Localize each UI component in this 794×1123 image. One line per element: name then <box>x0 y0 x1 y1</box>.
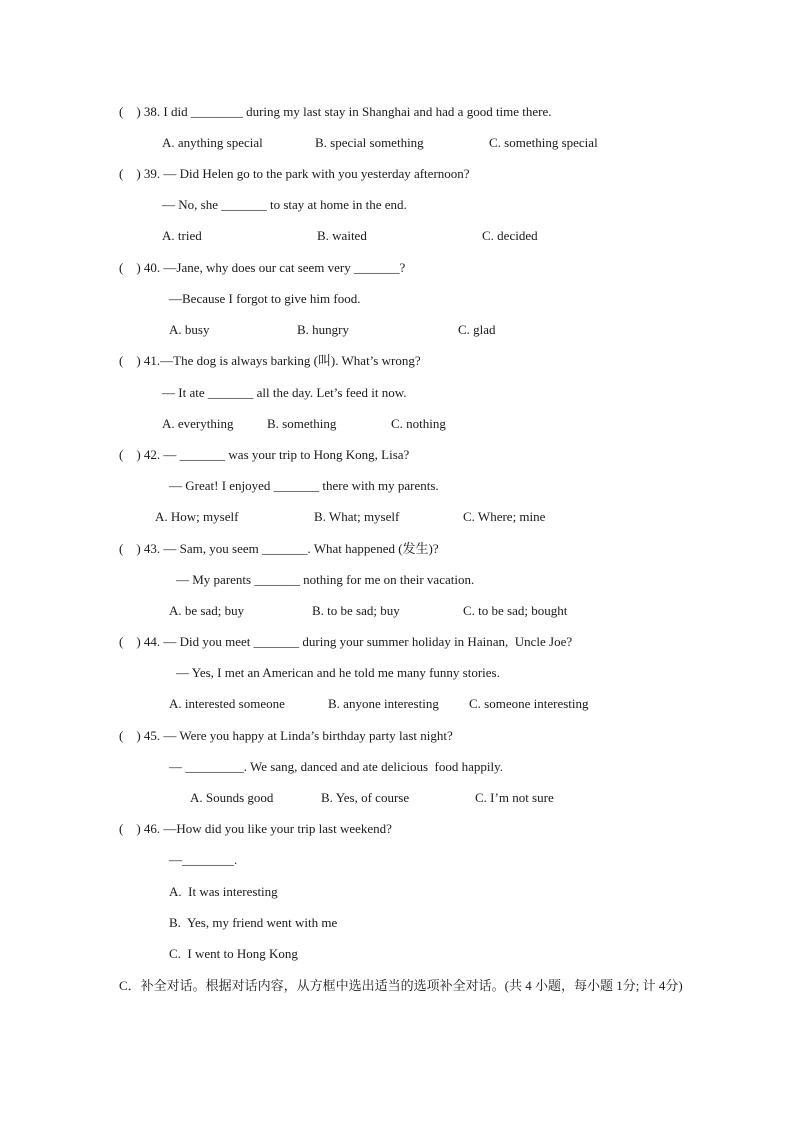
question-41-reply: — It ate _______ all the day. Let’s feed it now. <box>162 385 407 400</box>
question-43-option-c[interactable]: C. to be sad; bought <box>463 603 568 618</box>
question-42-reply: — Great! I enjoyed _______ there with my parents. <box>169 478 439 493</box>
question-41-stem: ( ) 41.—The dog is always barking (叫). What’s wrong? <box>119 353 421 368</box>
question-45-stem: ( ) 45. — Were you happy at Linda’s birthday party last night? <box>119 728 453 743</box>
question-46-option-a[interactable]: A. It was interesting <box>169 884 278 899</box>
question-38-option-b[interactable]: B. special something <box>315 135 424 150</box>
question-39-reply: — No, she _______ to stay at home in the end. <box>162 197 407 212</box>
question-43-stem: ( ) 43. — Sam, you seem _______. What happened (发生)? <box>119 541 439 556</box>
question-46-stem: ( ) 46. —How did you like your trip last weekend? <box>119 821 392 836</box>
question-42-option-c[interactable]: C. Where; mine <box>463 509 546 524</box>
question-41-option-a[interactable]: A. everything <box>162 416 234 431</box>
question-44-option-b[interactable]: B. anyone interesting <box>328 696 439 711</box>
question-43-reply: — My parents _______ nothing for me on their vacation. <box>176 572 475 587</box>
question-40-option-b[interactable]: B. hungry <box>297 322 349 337</box>
question-39-stem: ( ) 39. — Did Helen go to the park with you yesterday afternoon? <box>119 166 470 181</box>
question-39-option-c[interactable]: C. decided <box>482 228 538 243</box>
question-38-option-a[interactable]: A. anything special <box>162 135 263 150</box>
question-46-reply: —________. <box>169 852 238 867</box>
question-46-option-c[interactable]: C. I went to Hong Kong <box>169 946 298 961</box>
question-41-option-c[interactable]: C. nothing <box>391 416 446 431</box>
question-45-reply: — _________. We sang, danced and ate delicious food happily. <box>169 759 503 774</box>
question-44-reply: — Yes, I met an American and he told me many funny stories. <box>176 665 500 680</box>
question-44-option-a[interactable]: A. interested someone <box>169 696 285 711</box>
question-41-option-b[interactable]: B. something <box>267 416 337 431</box>
question-40-option-c[interactable]: C. glad <box>458 322 496 337</box>
question-45-option-c[interactable]: C. I’m not sure <box>475 790 554 805</box>
question-40-reply: —Because I forgot to give him food. <box>169 291 361 306</box>
question-42-option-a[interactable]: A. How; myself <box>155 509 239 524</box>
question-46-option-b[interactable]: B. Yes, my friend went with me <box>169 915 338 930</box>
question-45-option-b[interactable]: B. Yes, of course <box>321 790 410 805</box>
question-39-option-b[interactable]: B. waited <box>317 228 367 243</box>
question-44-option-c[interactable]: C. someone interesting <box>469 696 589 711</box>
question-42-stem: ( ) 42. — _______ was your trip to Hong Kong, Lisa? <box>119 447 410 462</box>
question-43-option-a[interactable]: A. be sad; buy <box>169 603 245 618</box>
question-39-option-a[interactable]: A. tried <box>162 228 202 243</box>
question-40-stem: ( ) 40. —Jane, why does our cat seem very _______? <box>119 260 406 275</box>
question-42-option-b[interactable]: B. What; myself <box>314 509 400 524</box>
question-45-option-a[interactable]: A. Sounds good <box>190 790 274 805</box>
question-38-stem: ( ) 38. I did ________ during my last stay in Shanghai and had a good time there. <box>119 104 552 119</box>
question-40-option-a[interactable]: A. busy <box>169 322 210 337</box>
question-44-stem: ( ) 44. — Did you meet _______ during your summer holiday in Hainan, Uncle Joe? <box>119 634 573 649</box>
question-38-option-c[interactable]: C. something special <box>489 135 598 150</box>
question-43-option-b[interactable]: B. to be sad; buy <box>312 603 400 618</box>
section-c-title: C．补全对话。根据对话内容，从方框中选出适当的选项补全对话。(共 4 小题，每小题 1分; 计 4分) <box>119 978 683 993</box>
